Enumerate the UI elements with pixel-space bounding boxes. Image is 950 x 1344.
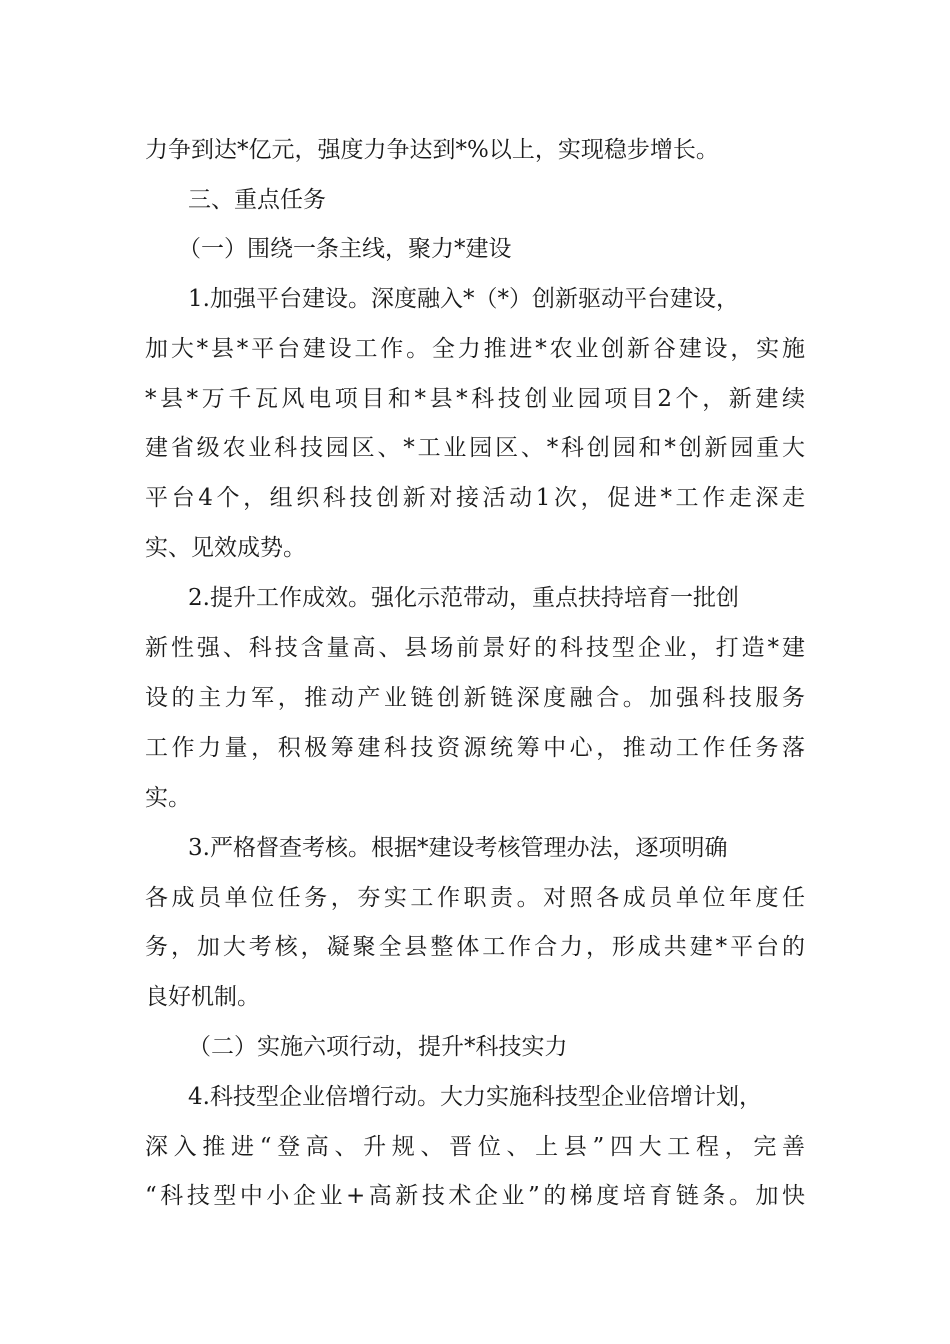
paragraph-line: 4.科技型企业倍增行动。大力实施科技型企业倍增计划， — [188, 1084, 762, 1110]
paragraph-line: “科技型中小企业+高新技术企业”的梯度培育链条。加快 — [145, 1183, 805, 1209]
paragraph-line: 力争到达*亿元，强度力争达到*%以上，实现稳步增长。 — [145, 137, 719, 163]
paragraph-line: 新性强、科技含量高、县场前景好的科技型企业，打造*建 — [145, 635, 805, 661]
paragraph-line: 加大*县*平台建设工作。全力推进*农业创新谷建设，实施 — [145, 336, 805, 362]
paragraph-line: 设的主力军，推动产业链创新链深度融合。加强科技服务 — [145, 685, 805, 711]
paragraph-line: 2.提升工作成效。强化示范带动，重点扶持培育一批创 — [188, 585, 739, 611]
paragraph-line: 1.加强平台建设。深度融入*（*）创新驱动平台建设， — [188, 286, 739, 312]
subsection-heading: （二）实施六项行动，提升*科技实力 — [188, 1034, 568, 1060]
paragraph-line: 深入推进“登高、升规、晋位、上县”四大工程，完善 — [145, 1134, 805, 1160]
paragraph-line: 各成员单位任务，夯实工作职责。对照各成员单位年度任 — [145, 885, 805, 911]
section-heading: 三、重点任务 — [188, 187, 326, 213]
paragraph-line: 务，加大考核，凝聚全县整体工作合力，形成共建*平台的 — [145, 934, 805, 960]
paragraph-line: 实。 — [145, 785, 191, 811]
paragraph-line: 3.严格督查考核。根据*建设考核管理办法，逐项明确 — [188, 835, 728, 861]
paragraph-line: 平台4个，组织科技创新对接活动1次，促进*工作走深走 — [145, 485, 805, 511]
paragraph-line: 建省级农业科技园区、*工业园区、*科创园和*创新园重大 — [145, 435, 805, 461]
paragraph-line: 良好机制。 — [145, 984, 260, 1010]
subsection-heading: （一）围绕一条主线，聚力*建设 — [178, 236, 512, 262]
paragraph-line: 工作力量，积极筹建科技资源统筹中心，推动工作任务落 — [145, 735, 805, 761]
paragraph-line: 实、见效成势。 — [145, 535, 306, 561]
paragraph-line: *县*万千瓦风电项目和*县*科技创业园项目2个，新建续 — [145, 386, 805, 412]
